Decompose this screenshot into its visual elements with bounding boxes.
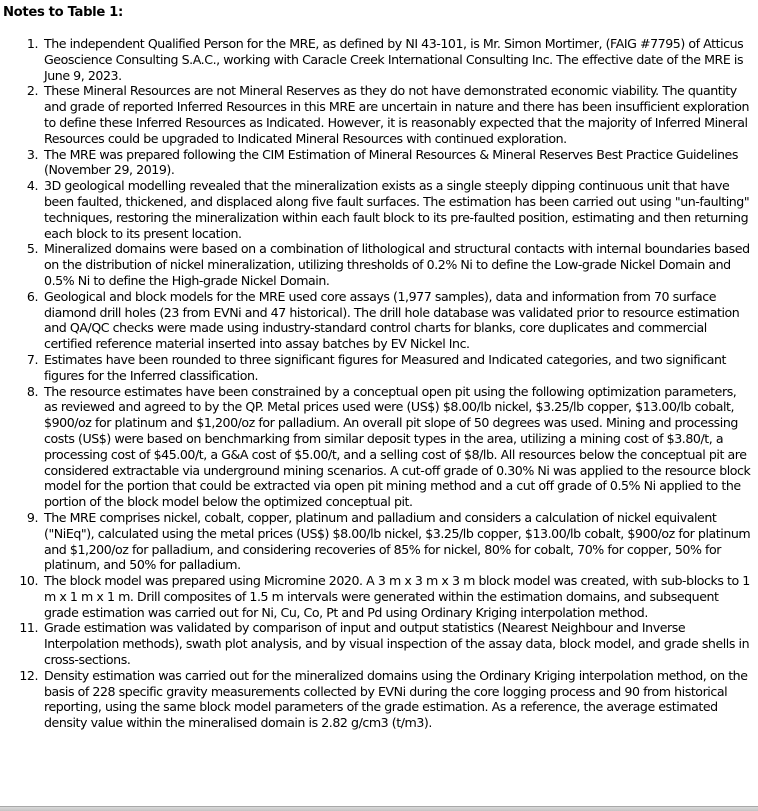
note-text: The MRE comprises nickel, cobalt, copper, platinum and palladium and considers a calculation of nickel equivalent ("NiEq"), calculated using the metal prices (US$) $8.00/lb nickel, $3.25/lb copper, $13.00/lb cobalt, $900/oz for platinum and $1,200/oz for palladium, and considering recoveries of 85% for nickel, 80% for cobalt, 70% for copper, 50% for platinum, and 50% for palladium. [44, 509, 751, 573]
note-number: 2. [26, 83, 38, 99]
note-text: Grade estimation was validated by comparison of input and output statistics (Nearest Neighbour and Inverse Interpolation methods), swath plot analysis, and by visual inspection of the assay data, block model, and grade shells in cross-sections. [44, 620, 750, 668]
window-bottom-edge [0, 806, 758, 811]
note-number: 7. [26, 351, 38, 367]
note-number: 8. [26, 383, 38, 399]
note-item [0, 352, 752, 384]
note-item [0, 620, 752, 667]
note-item [0, 289, 752, 352]
note-number: 6. [26, 288, 38, 304]
note-item [0, 83, 752, 146]
note-text: The resource estimates have been constrained by a conceptual open pit using the following optimization parameters, as reviewed and agreed to by the QP. Metal prices used were (US$) $8.00/lb nickel, $3.25/lb copper, $13.00/lb cobalt, $900/oz for platinum and $1,200/oz for palladium. An overall pit slope of 50 degrees was used. Mining and processing costs (US$) were based on benchmarking from similar deposit types in the area, utilizing a mining cost of $3.80/t, a processing cost of $45.00/t, a G&A cost of $5.00/t, and a selling cost of $8/lb. All resources below the conceptual pit are considered extractable via underground mining scenarios. A cut-off grade of 0.30% Ni was applied to the resource block model for the portion that could be extracted via open pit mining method and a cut off grade of 0.5% Ni applied to the portion of the block model below the optimized conceptual pit. [44, 383, 751, 510]
notes-list [0, 36, 752, 731]
note-text: The independent Qualified Person for the MRE, as defined by NI 43-101, is Mr. Simon Mortimer, (FAIG #7795) of Atticus Geoscience Consulting S.A.C., working with Caracle Creek International Consulting Inc. The effective date of the MRE is June 9, 2023. [44, 36, 744, 83]
note-text: Estimates have been rounded to three significant figures for Measured and Indicated categories, and two significant figures for the Inferred classification. [44, 351, 726, 383]
note-number: 1. [26, 36, 38, 51]
note-text: The MRE was prepared following the CIM Estimation of Mineral Resources & Mineral Reserves Best Practice Guidelines (November 29, 2019). [44, 146, 738, 178]
note-text: Geological and block models for the MRE used core assays (1,977 samples), data and information from 70 surface diamond drill holes (23 from EVNi and 47 historical). The drill hole database was validated prior to resource estimation and QA/QC checks were made using industry-standard control charts for blanks, core duplicates and commercial certified reference material inserted into assay batches by EV Nickel Inc. [44, 288, 740, 352]
note-number: 9. [26, 509, 38, 525]
note-item [0, 384, 752, 510]
note-item [0, 147, 752, 179]
note-text: 3D geological modelling revealed that the mineralization exists as a single steeply dipping continuous unit that have been faulted, thickened, and displaced along five fault surfaces. The estimation has been carried out using "un-faulting" techniques, restoring the mineralization within each fault block to its pre-faulted position, estimating and then returning each block to its present location. [44, 178, 750, 241]
note-item [0, 178, 752, 241]
note-number: 3. [26, 146, 38, 162]
note-item [0, 668, 752, 731]
note-item [0, 510, 752, 573]
note-item [0, 36, 752, 83]
note-number: 11. [19, 620, 38, 636]
note-text: These Mineral Resources are not Mineral Reserves as they do not have demonstrated economic viability. The quantity and grade of reported Inferred Resources in this MRE are uncertain in nature and there has been insufficient exploration to define these Inferred Resources as Indicated. However, it is reasonably expected that the majority of Inferred Mineral Resources could be upgraded to Indicated Mineral Resources with continued exploration. [44, 83, 750, 146]
note-text: Density estimation was carried out for the mineralized domains using the Ordinary Kriging interpolation method, on the basis of 228 specific gravity measurements collected by EVNi during the core logging process and 90 from historical reporting, using the same block model parameters of the grade estimation. As a reference, the average estimated density value within the mineralised domain is 2.82 g/cm3 (t/m3). [44, 667, 748, 731]
notes-title: Notes to Table 1: [3, 5, 123, 20]
note-number: 5. [26, 241, 38, 257]
note-number: 4. [26, 178, 38, 194]
note-item [0, 241, 752, 288]
note-number: 10. [19, 573, 38, 589]
note-text: The block model was prepared using Micromine 2020. A 3 m x 3 m x 3 m block model was created, with sub-blocks to 1 m x 1 m x 1 m. Drill composites of 1.5 m intervals were generated within the estimation domains, and subsequent grade estimation was carried out for Ni, Cu, Co, Pt and Pd using Ordinary Kriging interpolation method. [44, 573, 750, 620]
note-item [0, 573, 752, 620]
note-text: Mineralized domains were based on a combination of lithological and structural contacts with internal boundaries based on the distribution of nickel mineralization, utilizing thresholds of 0.2% Ni to define the Low-grade Nickel Domain and 0.5% Ni to define the High-grade Nickel Domain. [44, 241, 750, 288]
note-number: 12. [19, 667, 38, 683]
